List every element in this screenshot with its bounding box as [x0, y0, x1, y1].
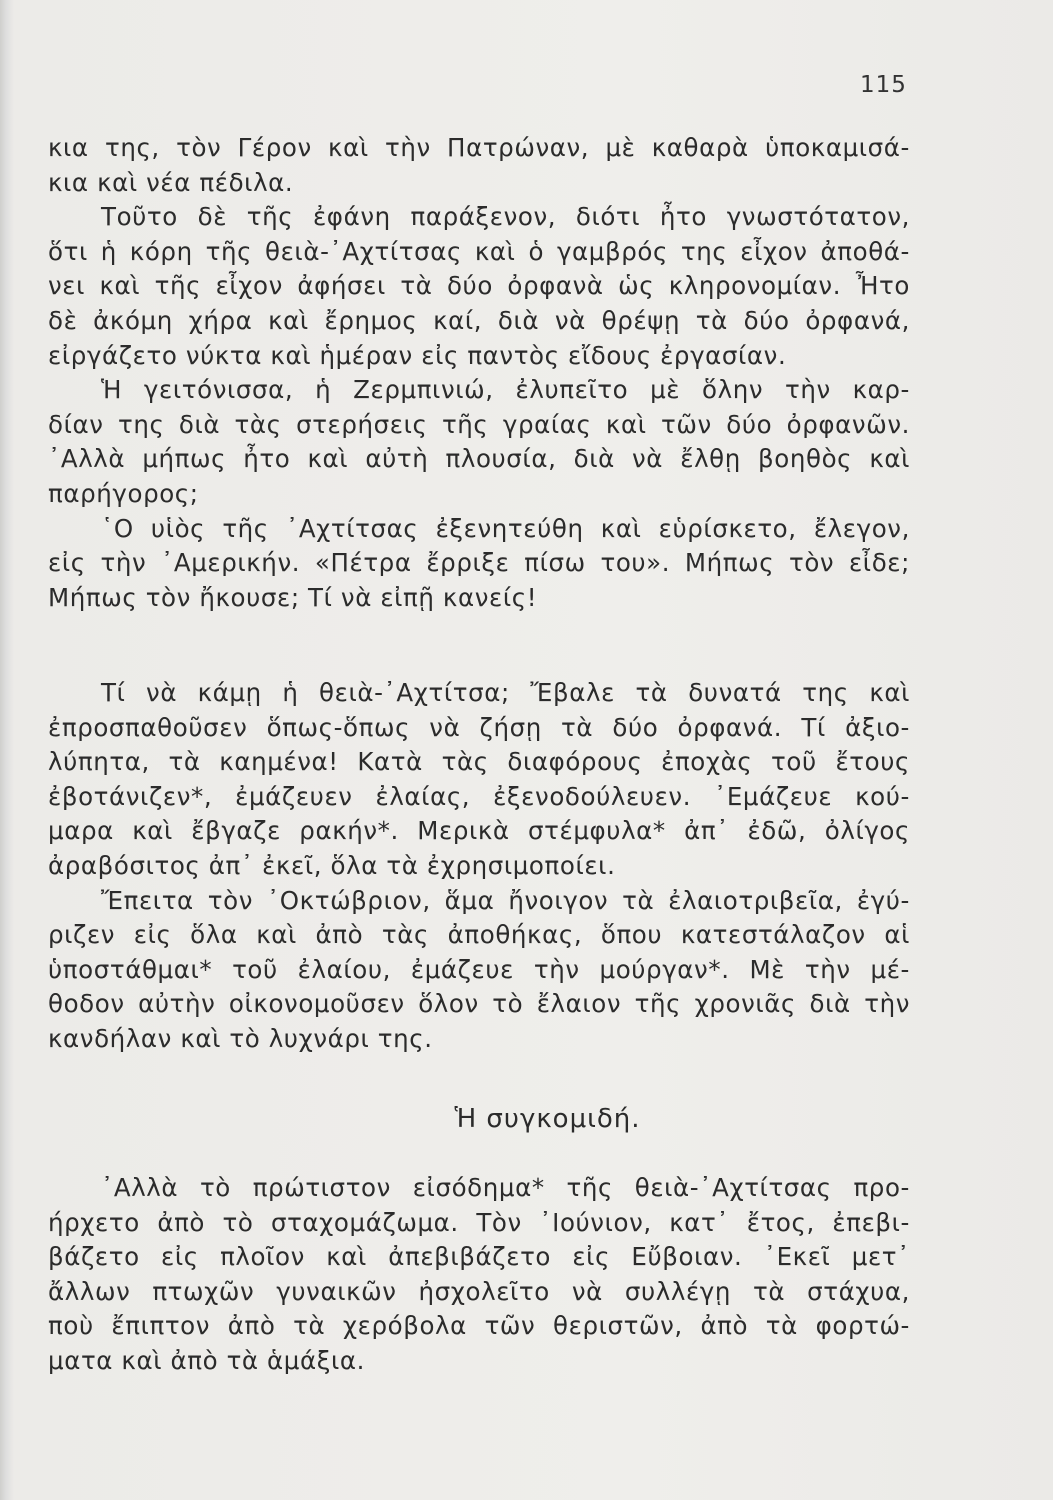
text-block-3: [48, 1171, 910, 1379]
text-line: νει καὶ τῆς εἶχον ἀφήσει τὰ δύο ὀρφανὰ ὡς κληρονομίαν. Ἦτο: [48, 271, 910, 301]
text-line: Ἔπειτα τὸν ᾿Οκτώβριον, ἅμα ἤνοιγον τὰ ἐλαιοτριβεῖα, ἐγύ-: [101, 885, 910, 915]
text-line: Τί νὰ κάμῃ ἡ θειὰ-᾿Αχτίτσα; Ἔβαλε τὰ δυνατά της καὶ: [101, 678, 910, 707]
text-line: ριζεν εἰς ὅλα καὶ ἀπὸ τὰς ἀποθήκας, ὅπου κατεστάλαζον αἱ: [48, 920, 910, 950]
text-line: μαρα καὶ ἔβγαζε ρακήν*. Μερικὰ στέμφυλα* ἀπ᾿ ἐδῶ, ὀλίγος: [48, 816, 910, 846]
text-line: κια της, τὸν Γέρον καὶ τὴν Πατρώναν, μὲ καθαρὰ ὑποκαμισά-: [48, 133, 910, 162]
text-line: εἰς τὴν ᾿Αμερικήν. «Πέτρα ἔρριξε πίσω του». Μήπως τὸν εἶδε;: [48, 548, 910, 578]
text-line: δὲ ἀκόμη χήρα καὶ ἔρημος καί, διὰ νὰ θρέψῃ τὰ δύο ὀρφανά,: [48, 305, 910, 335]
text-line: Μήπως τὸν ἤκουσε; Τί νὰ εἰπῇ κανείς!: [48, 582, 538, 612]
text-block-1: [48, 131, 910, 615]
text-line: ἐπροσπαθοῦσεν ὅπως-ὅπως νὰ ζήσῃ τὰ δύο ὀρφανά. Τί ἀξιο-: [48, 712, 910, 742]
section-heading: [0, 1104, 1053, 1134]
text-line: θοδον αὐτὴν οἰκονομοῦσεν ὅλον τὸ ἔλαιον τῆς χρονιᾶς διὰ τὴν: [48, 989, 910, 1019]
text-block-2: [48, 676, 910, 1057]
text-line: ποὺ ἔπιπτον ἀπὸ τὰ χερόβολα τῶν θεριστῶν, ἀπὸ τὰ φορτώ-: [48, 1311, 910, 1341]
text-line: ῾Ο υἱὸς τῆς ᾿Αχτίτσας ἐξενητεύθη καὶ εὑρίσκετο, ἔλεγον,: [101, 513, 910, 543]
text-line: ὅτι ἡ κόρη τῆς θειὰ-᾿Αχτίτσας καὶ ὁ γαμβρός της εἶχον ἀποθά-: [48, 236, 910, 266]
text-line: κανδήλαν καὶ τὸ λυχνάρι της.: [48, 1023, 433, 1053]
text-line: ἀραβόσιτος ἀπ᾿ ἐκεῖ, ὅλα τὰ ἐχρησιμοποίει.: [48, 850, 616, 880]
text-line: ήρχετο ἀπὸ τὸ σταχομάζωμα. Τὸν ᾿Ιούνιον, κατ᾿ ἔτος, ἐπεβι-: [48, 1207, 910, 1237]
text-line: ἐβοτάνιζεν*, ἐμάζευεν ἐλαίας, ἐξενοδούλευεν. ᾿Εμάζευε κού-: [48, 781, 910, 811]
text-line: ᾿Αλλὰ μήπως ἦτο καὶ αὐτὴ πλουσία, διὰ νὰ ἔλθῃ βοηθὸς καὶ: [48, 444, 910, 474]
page-number: 115: [860, 72, 907, 98]
text-line: ἄλλων πτωχῶν γυναικῶν ἠσχολεῖτο νὰ συλλέγῃ τὰ στάχυα,: [48, 1276, 910, 1306]
text-line: ματα καὶ ἀπὸ τὰ ἁμάξια.: [48, 1345, 366, 1375]
text-line: λύπητα, τὰ καημένα! Κατὰ τὰς διαφόρους ἐποχὰς τοῦ ἔτους: [48, 747, 910, 777]
text-line: κια καὶ νέα πέδιλα.: [48, 167, 294, 197]
text-line: βάζετο εἰς πλοῖον καὶ ἀπεβιβάζετο εἰς Εὔβοιαν. ᾿Εκεῖ μετ᾿: [48, 1242, 910, 1272]
text-line: παρήγορος;: [48, 478, 199, 508]
text-line: Τοῦτο δὲ τῆς ἐφάνη παράξενον, διότι ἦτο γνωστότατον,: [101, 202, 910, 232]
text-line: ᾿Αλλὰ τὸ πρώτιστον εἰσόδημα* τῆς θειὰ-᾿Αχτίτσας προ-: [101, 1173, 910, 1202]
text-line: Ἡ γειτόνισσα, ἡ Ζερμπινιώ, ἐλυπεῖτο μὲ ὅλην τὴν καρ-: [101, 375, 910, 405]
section-heading-text: Ἡ συγκομιδή.: [454, 1104, 641, 1134]
text-line: ὑποστάθμαι* τοῦ ἐλαίου, ἐμάζευε τὴν μούργαν*. Μὲ τὴν μέ-: [48, 954, 910, 984]
text-line: εἰργάζετο νύκτα καὶ ἡμέραν εἰς παντὸς εἴδους ἐργασίαν.: [48, 340, 787, 370]
text-line: δίαν της διὰ τὰς στερήσεις τῆς γραίας καὶ τῶν δύο ὀρφανῶν.: [48, 409, 910, 439]
